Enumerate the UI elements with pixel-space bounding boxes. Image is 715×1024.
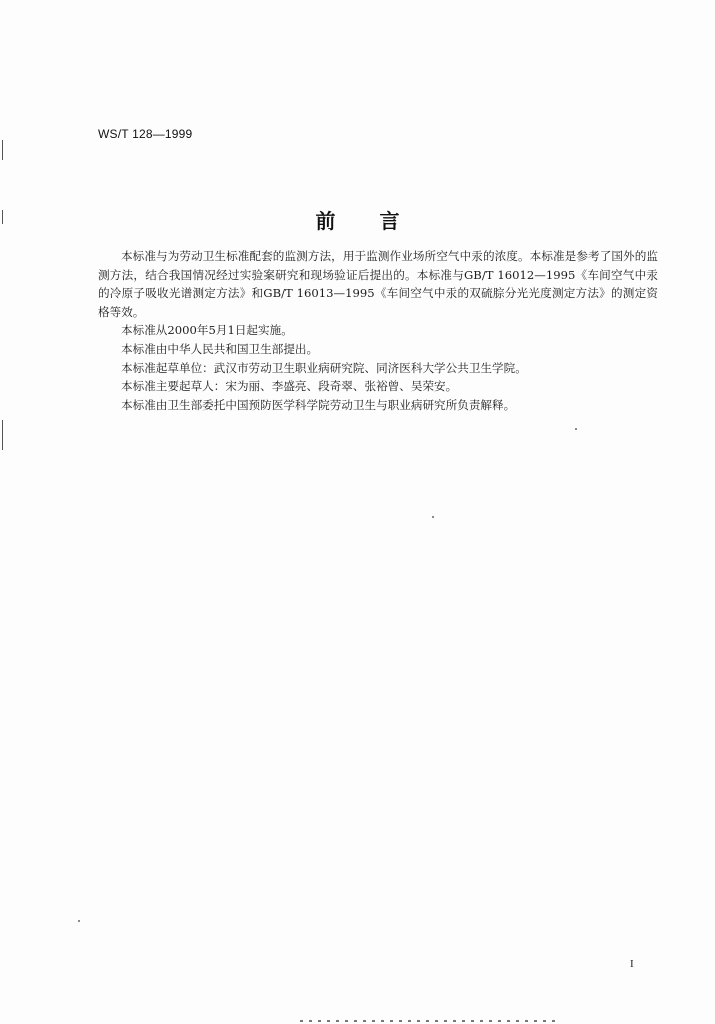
paragraph: 本标准由卫生部委托中国预防医学科学院劳动卫生与职业病研究所负责解释。 [121,397,516,412]
scan-speck [78,920,80,922]
paragraph: 本标准起草单位：武汉市劳动卫生职业病研究院、同济医科大学公共卫生学院。 [121,360,527,375]
scan-bottom-edge [300,1020,560,1022]
paragraph: 本标准主要起草人：宋为丽、李盛亮、段奇翠、张裕曾、吴荣安。 [121,379,458,394]
page-number: I [630,958,634,970]
scan-edge-mark [2,420,3,450]
section-title: 前言 [315,209,444,233]
paragraph: 本标准与为劳动卫生标准配套的监测方法，用于监测作业场所空气中汞的浓度。本标准是参考了国外的监测方法，结合我国情况经过实验案研究和现场验证后提出的。本标准与GB/T 16012—1995《车间空气中汞的冷原子吸收光谱测定方法》和GB/T 16013—1995《车间空气中汞的双硫腙分光光度测定方法》的测定资格等效。 [98,249,658,319]
paragraph: 本标准从2000年5月1日起实施。 [121,323,293,338]
scan-edge-mark [2,140,3,160]
paragraph: 本标准由中华人民共和国卫生部提出。 [121,341,319,356]
scan-speck [575,428,577,430]
standard-code: WS/T 128—1999 [98,127,193,141]
scan-speck [432,516,434,518]
body-text [98,247,658,414]
